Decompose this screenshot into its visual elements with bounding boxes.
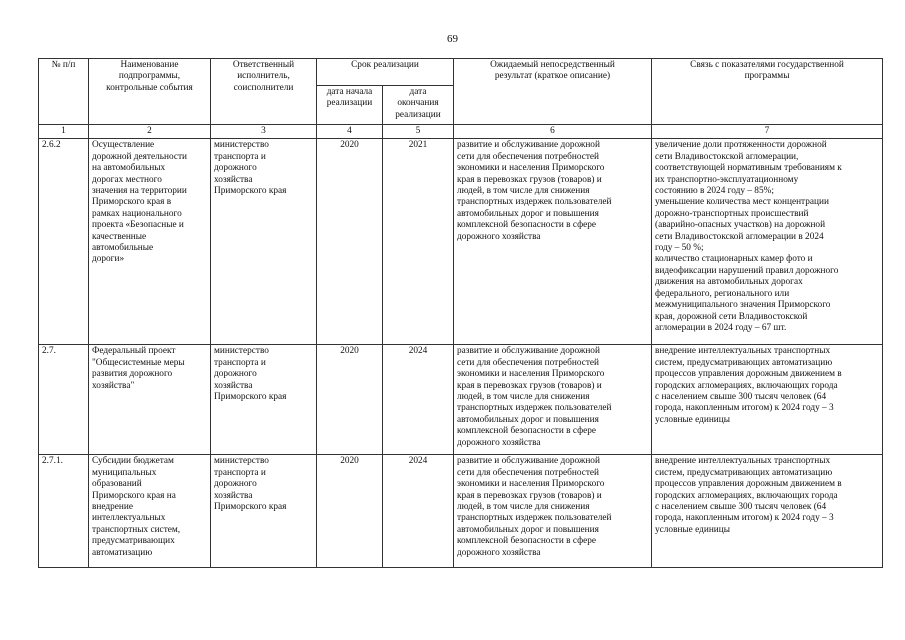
header-name: Наименование подпрограммы, контрольные события (89, 59, 211, 125)
column-number: 4 (317, 125, 383, 139)
implementation-plan-table (38, 58, 883, 568)
row-end-year: 2024 (383, 455, 454, 568)
row-end-year: 2024 (383, 345, 454, 455)
header-period: Срок реализации (317, 59, 454, 86)
column-number: 5 (383, 125, 454, 139)
header-link: Связь с показателями государственной программы (652, 59, 883, 125)
header-end: дата окончания реализации (383, 86, 454, 125)
row-number: 2.7. (39, 345, 89, 455)
row-start-year: 2020 (317, 455, 383, 568)
table-row (39, 345, 883, 455)
page-number: 69 (447, 33, 458, 45)
header-num: № п/п (39, 59, 89, 125)
row-start-year: 2020 (317, 139, 383, 345)
column-number-row (39, 125, 883, 139)
row-end-year: 2021 (383, 139, 454, 345)
row-number: 2.6.2 (39, 139, 89, 345)
header-result: Ожидаемый непосредственный результат (краткое описание) (454, 59, 652, 125)
row-link: внедрение интеллектуальных транспортных систем, предусматривающих автоматизацию процессов управления дорожным движением в городских агломерациях, включающих города с населением свыше 300 тысяч человек (64 города, накопленным итогом) к 2024 году – 3 условные единицы (652, 345, 883, 455)
table-row (39, 139, 883, 345)
column-number: 1 (39, 125, 89, 139)
row-responsible: министерство транспорта и дорожного хозяйства Приморского края (211, 139, 317, 345)
row-result: развитие и обслуживание дорожной сети для обеспечения потребностей экономики и населения Приморского края в перевозках грузов (товаров) и людей, в том числе для снижения транспортных издержек пользователей автомобильных дорог и повышения комплексной безопасности в сфере дорожного хозяйства (454, 139, 652, 345)
row-responsible: министерство транспорта и дорожного хозяйства Приморского края (211, 455, 317, 568)
column-number: 2 (89, 125, 211, 139)
row-start-year: 2020 (317, 345, 383, 455)
row-link: увеличение доли протяженности дорожной сети Владивостокской агломерации, соответствующей нормативным требованиям к их транспортно-эксплуатационному состоянию в 2024 году – 85%; уменьшение количества мест концентрации дорожно-транспортных происшествий (аварийно-опасных участков) на дорожной сети Владивостокской агломерации в 2024 году – 50 %; количество стационарных камер фото и видеофиксации нарушений правил дорожного движения на автомобильных дорогах федерального, регионального или межмуниципального значения Приморского края, дорожной сети Владивостокской агломерации в 2024 году – 67 шт. (652, 139, 883, 345)
column-number: 6 (454, 125, 652, 139)
row-name: Федеральный проект "Общесистемные меры развития дорожного хозяйства" (89, 345, 211, 455)
row-result: развитие и обслуживание дорожной сети для обеспечения потребностей экономики и населения Приморского края в перевозках грузов (товаров) и людей, в том числе для снижения транспортных издержек пользователей автомобильных дорог и повышения комплексной безопасности в сфере дорожного хозяйства (454, 455, 652, 568)
table-row (39, 455, 883, 568)
header-responsible: Ответственный исполнитель, соисполнители (211, 59, 317, 125)
column-number: 7 (652, 125, 883, 139)
column-number: 3 (211, 125, 317, 139)
row-result: развитие и обслуживание дорожной сети для обеспечения потребностей экономики и населения Приморского края в перевозках грузов (товаров) и людей, в том числе для снижения транспортных издержек пользователей автомобильных дорог и повышения комплексной безопасности в сфере дорожного хозяйства (454, 345, 652, 455)
header-start: дата начала реализации (317, 86, 383, 125)
row-name: Субсидии бюджетам муниципальных образований Приморского края на внедрение интеллектуальных транспортных систем, предусматривающих автоматизацию (89, 455, 211, 568)
row-responsible: министерство транспорта и дорожного хозяйства Приморского края (211, 345, 317, 455)
row-name: Осуществление дорожной деятельности на автомобильных дорогах местного значения на территории Приморского края в рамках национального проекта «Безопасные и качественные автомобильные дороги» (89, 139, 211, 345)
row-link: внедрение интеллектуальных транспортных систем, предусматривающих автоматизацию процессов управления дорожным движением в городских агломерациях, включающих города с населением свыше 300 тысяч человек (64 города, накопленным итогом) к 2024 году – 3 условные единицы (652, 455, 883, 568)
row-number: 2.7.1. (39, 455, 89, 568)
